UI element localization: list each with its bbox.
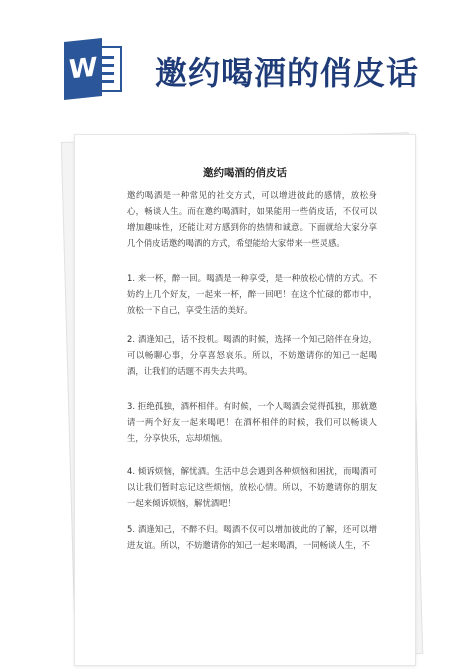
header-title: 邀约喝酒的俏皮话 <box>155 54 420 92</box>
header-banner <box>0 0 474 125</box>
document-title: 邀约喝酒的俏皮话 <box>203 167 287 179</box>
paragraph-3: 3. 拒绝孤独，酒杯相伴。有时候，一个人喝酒会觉得孤独，那就邀请一两个好友一起来喝吧！在酒杯相伴的时候，我们可以畅谈人生，分享快乐，忘却烦恼。 <box>127 401 377 443</box>
paragraph-5: 5. 酒逢知己，不醉不归。喝酒不仅可以增加彼此的了解，还可以增进友谊。所以，不妨邀请你的知己一起来喝酒，一同畅谈人生，不 <box>127 524 377 550</box>
word-icon <box>64 40 126 98</box>
paragraph-1: 1. 来一杯，醉一回。喝酒是一种享受，是一种放松心情的方式。不妨约上几个好友，一起来一杯，醉一回吧！在这个忙碌的都市中，放松一下自己，享受生活的美好。 <box>127 273 377 315</box>
word-badge: W <box>64 38 102 100</box>
document-page <box>74 134 416 666</box>
paragraph-4: 4. 倾诉烦恼，解忧酒。生活中总会遇到各种烦恼和困扰，而喝酒可以让我们暂时忘记这些烦恼，放松心情。所以，不妨邀请你的朋友一起来倾诉烦恼，解忧酒吧！ <box>127 466 377 508</box>
paragraph-2: 2. 酒逢知己，话不投机。喝酒的时候，选择一个知己陪伴在身边，可以畅聊心事，分享喜怒哀乐。所以，不妨邀请你的知己一起喝酒，让我们的话题不再失去共鸣。 <box>127 334 377 376</box>
paragraph-intro: 邀约喝酒是一种常见的社交方式，可以增进彼此的感情，放松身心，畅谈人生。而在邀约喝酒时，如果能用一些俏皮话，不仅可以增加趣味性，还能让对方感到你的热情和诚意。下面就给大家分享几个俏皮话邀约喝酒的方式，希望能给大家带来一些灵感。 <box>127 190 377 248</box>
